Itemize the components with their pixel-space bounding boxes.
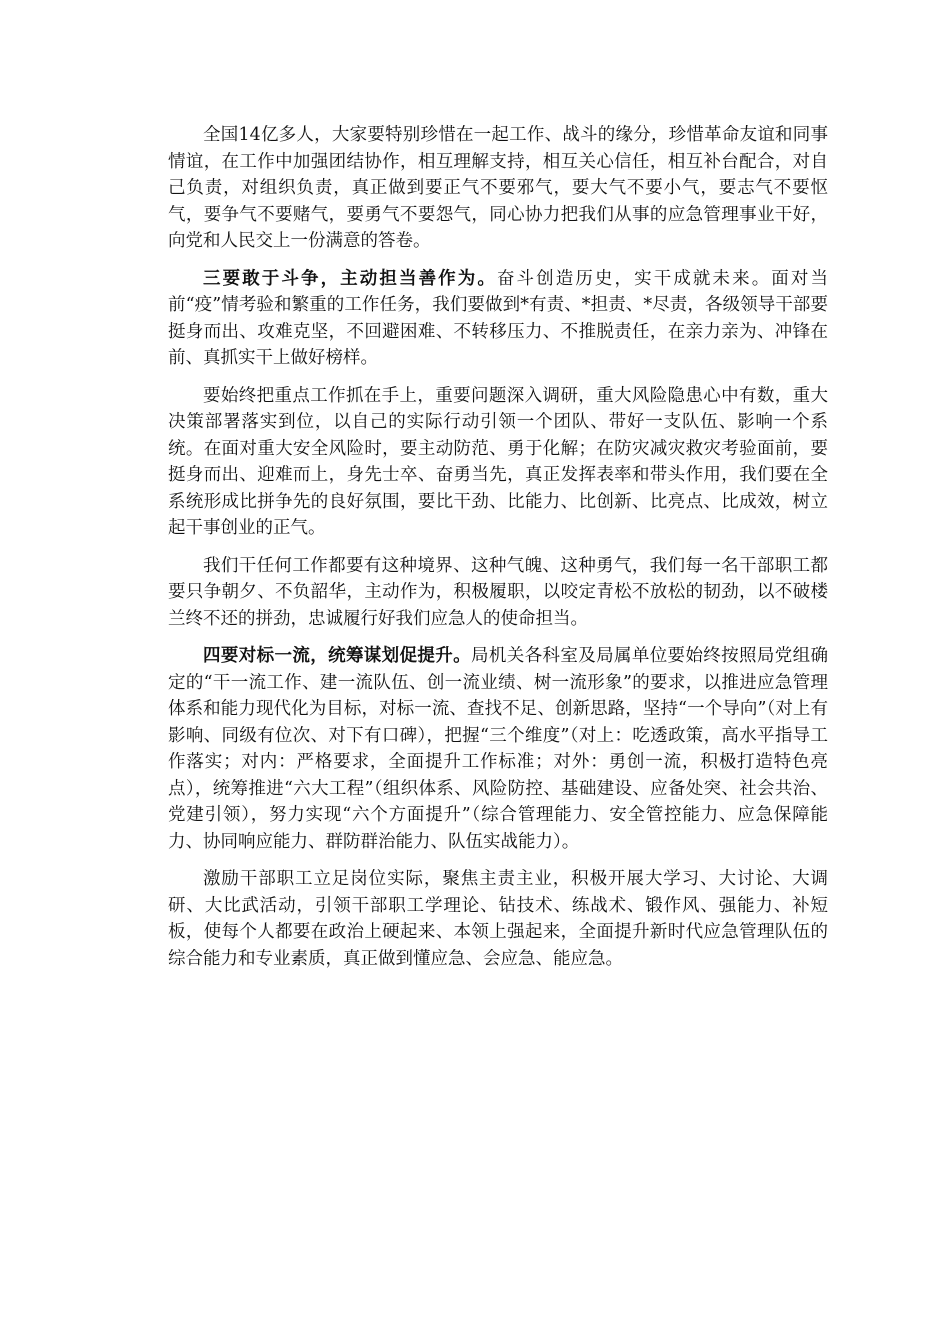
section-heading: 三要敢于斗争，主动担当善作为。 bbox=[203, 268, 497, 289]
paragraph-text: 要始终把重点工作抓在手上，重要问题深入调研，重大风险隐患心中有数，重大决策部署落实到位，以自己的实际行动引领一个团队、带好一支队伍、影响一个系统。在面对重大安全风险时，要主动防范、勇于化解；在防灾减灾救灾考验面前，要挺身而出、迎难而上，身先士卒、奋勇当先，真正发挥表率和带头作用，我们要在全系统形成比拼争先的良好氛围，要比干劲、比能力、比创新、比亮点、比成效，树立起干事创业的正气。 bbox=[168, 385, 828, 538]
paragraph-text: 全国14亿多人，大家要特别珍惜在一起工作、战斗的缘分，珍惜革命友谊和同事情谊，在工作中加强团结协作，相互理解支持，相互关心信任，相互补台配合，对自己负责，对组织负责，真正做到要正气不要邪气，要大气不要小气，要志气不要怄气，要争气不要赌气，要勇气不要怨气，同心协力把我们从事的应急管理事业干好，向党和人民交上一份满意的答卷。 bbox=[168, 125, 828, 251]
document-body bbox=[168, 122, 828, 983]
paragraph-text: 激励干部职工立足岗位实际，聚焦主责主业，积极开展大学习、大讨论、大调研、大比武活动，引领干部职工学理论、钻技术、练战术、锻作风、强能力、补短板，使每个人都要在政治上硬起来、本领上强起来，全面提升新时代应急管理队伍的综合能力和专业素质，真正做到懂应急、会应急、能应急。 bbox=[168, 869, 828, 969]
paragraph-text: 我们干任何工作都要有这种境界、这种气魄、这种勇气，我们每一名干部职工都要只争朝夕、不负韶华，主动作为，积极履职，以咬定青松不放松的韧劲，以不破楼兰终不还的拼劲，忠诚履行好我们应急人的使命担当。 bbox=[168, 555, 828, 629]
paragraph-unity bbox=[168, 122, 828, 255]
paragraph-spirit bbox=[168, 553, 828, 633]
section-heading: 四要对标一流，统筹谋划促提升。 bbox=[203, 646, 472, 666]
paragraph-section-four bbox=[168, 643, 828, 855]
paragraph-key-work bbox=[168, 383, 828, 542]
paragraph-text: 奋斗创造历史，实干成就未来。面对当前“疫”情考验和繁重的工作任务，我们要做到*有责、*担责、*尽责，各级领导干部要挺身而出、攻难克坚，不回避困难、不转移压力、不推脱责任，在亲力亲为、冲锋在前、真抓实干上做好榜样。 bbox=[168, 268, 829, 368]
paragraph-motivation bbox=[168, 866, 828, 972]
paragraph-text: 局机关各科室及局属单位要始终按照局党组确定的“干一流工作、建一流队伍、创一流业绩、树一流形象”的要求，以推进应急管理体系和能力现代化为目标，对标一流、查找不足、创新思路，坚持“一个导向”（对上有影响、同级有位次、对下有口碑），把握“三个维度”（对上：吃透政策，高水平指导工作落实；对内：严格要求，全面提升工作标准；对外：勇创一流，积极打造特色亮点），统筹推进“六大工程”（组织体系、风险防控、基础建设、应备处突、社会共治、党建引领），努力实现“六个方面提升”（综合管理能力、安全管控能力、应急保障能力、协同响应能力、群防群治能力、队伍实战能力）。 bbox=[168, 646, 828, 852]
paragraph-section-three bbox=[168, 266, 828, 372]
